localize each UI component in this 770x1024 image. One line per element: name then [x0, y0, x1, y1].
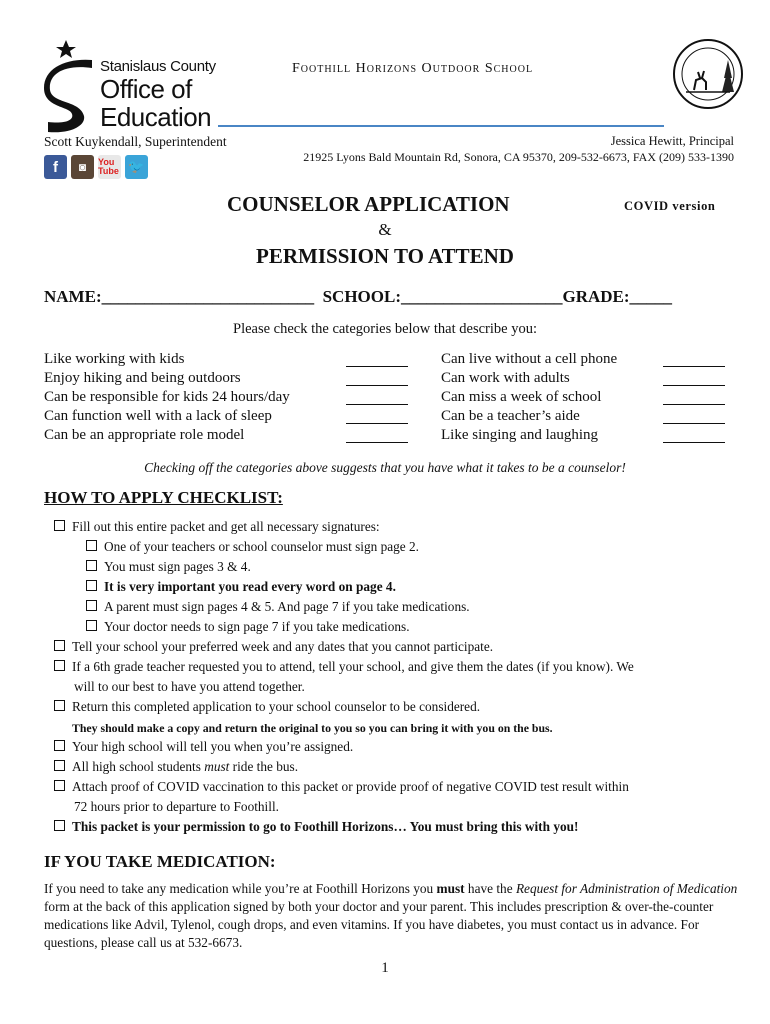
version-label: COVID version [624, 199, 716, 213]
youtube-icon[interactable]: You Tube [98, 155, 121, 179]
instructions: Please check the categories below that describe you: [233, 321, 537, 337]
instagram-icon[interactable]: ◙ [71, 155, 94, 179]
howto-heading: HOW TO APPLY CHECKLIST: [44, 488, 283, 507]
checklist-item: If a 6th grade teacher requested you to attend, tell your school, and give them the dates (if you know). We [54, 657, 634, 677]
checkbox-icon[interactable] [86, 580, 97, 591]
checklist-item: It is very important you read every word on page 4. [86, 577, 396, 597]
check-blank[interactable] [346, 404, 408, 405]
twitter-icon[interactable]: 🐦 [125, 155, 148, 179]
categories-left [44, 350, 290, 445]
checklist-item: Return this completed application to your school counselor to be considered. [54, 697, 480, 717]
checklist-item: This packet is your permission to go to Foothill Horizons… You must bring this with you! [54, 817, 578, 837]
checklist-note: They should make a copy and return the original to you so you can bring it with you on the bus. [72, 721, 553, 735]
blanks-right [663, 350, 725, 443]
superintendent: Scott Kuykendall, Superintendent [44, 134, 227, 149]
org-name-line2: Office of [100, 74, 192, 104]
checklist-item-continued: 72 hours prior to departure to Foothill. [74, 799, 279, 814]
county-logo-icon [44, 38, 96, 138]
facebook-icon[interactable]: f [44, 155, 67, 179]
category-item: Can function well with a lack of sleep [44, 408, 272, 424]
checkbox-icon[interactable] [54, 760, 65, 771]
checklist-item: Tell your school your preferred week and any dates that you cannot participate. [54, 637, 493, 657]
category-item: Can miss a week of school [441, 389, 602, 405]
checklist-item: Fill out this entire packet and get all necessary signatures: [54, 517, 380, 537]
category-item: Can live without a cell phone [441, 351, 618, 367]
checklist-item: One of your teachers or school counselor must sign page 2. [86, 537, 419, 557]
check-blank[interactable] [663, 404, 725, 405]
checkbox-icon[interactable] [54, 740, 65, 751]
checkbox-icon[interactable] [54, 640, 65, 651]
checklist-item: All high school students must ride the bus. [54, 757, 298, 777]
checklist-item: Attach proof of COVID vaccination to this packet or provide proof of negative COVID test result within [54, 777, 629, 797]
check-blank[interactable] [663, 385, 725, 386]
category-item: Can be responsible for kids 24 hours/day [44, 389, 290, 405]
checklist-item: A parent must sign pages 4 & 5. And page 7 if you take medications. [86, 597, 470, 617]
checkbox-icon[interactable] [54, 780, 65, 791]
checkbox-icon[interactable] [54, 820, 65, 831]
check-blank[interactable] [663, 442, 725, 443]
checkbox-icon[interactable] [54, 660, 65, 671]
categories-note: Checking off the categories above suggests that you have what it takes to be a counselor! [144, 460, 626, 475]
checkbox-icon[interactable] [86, 600, 97, 611]
name-school-grade-row[interactable]: NAME:_________________________ SCHOOL:___________________GRADE:_____ [44, 287, 673, 306]
check-blank[interactable] [663, 366, 725, 367]
category-item: Can be an appropriate role model [44, 427, 245, 443]
blanks-left [346, 350, 408, 443]
header-divider [218, 125, 664, 127]
org-name-line1: Stanislaus County [100, 58, 216, 75]
medication-paragraph: If you need to take any medication while you’re at Foothill Horizons you must have the Request for Administration of Medication form at the back of this application signed by both your doctor and your parent. This includes prescription & over-the-counter medications like Advil, Tylenol, cough drops, and even vitamins. If you have diabetes, you must contact us in advance. For questions, please call us at 532-6673. [44, 881, 738, 950]
checklist-item: Your doctor needs to sign page 7 if you take medications. [86, 617, 410, 637]
principal: Jessica Hewitt, Principal [610, 134, 734, 148]
medication-heading: IF YOU TAKE MEDICATION: [44, 852, 276, 871]
social-icons [44, 155, 148, 179]
school-name: Foothill Horizons Outdoor School [292, 61, 534, 76]
page-number: 1 [381, 960, 389, 976]
checkbox-icon[interactable] [54, 700, 65, 711]
checkbox-icon[interactable] [86, 540, 97, 551]
org-name-line3: Education [100, 102, 212, 132]
checklist-item-continued: will to our best to have you attend together. [74, 679, 305, 694]
school-seal-icon [672, 38, 744, 110]
title-ampersand: & [378, 220, 392, 239]
categories-right [441, 350, 617, 445]
title-permission: PERMISSION TO ATTEND [256, 244, 514, 268]
checklist-item: You must sign pages 3 & 4. [86, 557, 251, 577]
category-item: Can work with adults [441, 370, 570, 386]
checklist-item: Your high school will tell you when you’re assigned. [54, 737, 353, 757]
check-blank[interactable] [346, 366, 408, 367]
check-blank[interactable] [346, 385, 408, 386]
checkbox-icon[interactable] [54, 520, 65, 531]
check-blank[interactable] [346, 442, 408, 443]
category-item: Like singing and laughing [441, 427, 599, 443]
check-blank[interactable] [346, 423, 408, 424]
title-counselor-application: COUNSELOR APPLICATION [227, 192, 510, 216]
category-item: Like working with kids [44, 351, 185, 367]
check-blank[interactable] [663, 423, 725, 424]
category-item: Enjoy hiking and being outdoors [44, 370, 241, 386]
category-item: Can be a teacher’s aide [441, 408, 580, 424]
school-address: 21925 Lyons Bald Mountain Rd, Sonora, CA 95370, 209-532-6673, FAX (209) 533-1390 [303, 150, 734, 164]
checkbox-icon[interactable] [86, 560, 97, 571]
checkbox-icon[interactable] [86, 620, 97, 631]
